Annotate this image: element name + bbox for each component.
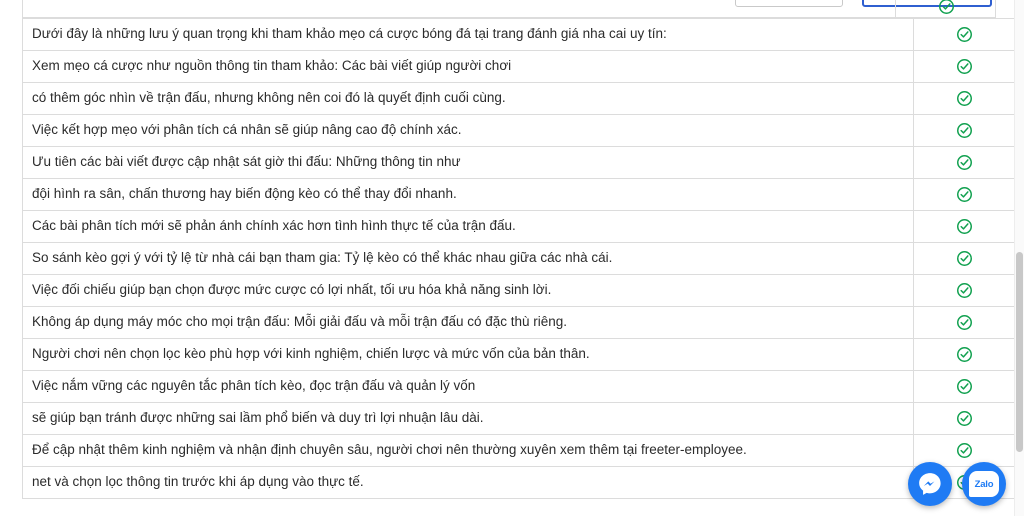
row-text: Để cập nhật thêm kinh nghiệm và nhận định chuyên sâu, người chơi nên thường xuyên xem thêm tại freeter-employee. (23, 435, 914, 467)
zalo-icon: Zalo (969, 471, 999, 497)
row-text: sẽ giúp bạn tránh được những sai lầm phổ biến và duy trì lợi nhuận lâu dài. (23, 403, 914, 435)
row-status-cell (914, 371, 1016, 403)
row-status-cell (914, 339, 1016, 371)
table-row (23, 275, 1016, 307)
row-text: Dưới đây là những lưu ý quan trọng khi tham khảo mẹo cá cược bóng đá tại trang đánh giá nha cai uy tín: (23, 19, 914, 51)
check-circle-icon (957, 347, 972, 362)
table-row (23, 115, 1016, 147)
table-row (23, 435, 1016, 467)
notes-table (22, 18, 1016, 499)
messenger-chat-button[interactable] (908, 462, 952, 506)
check-circle-icon (957, 187, 972, 202)
row-status-cell (914, 275, 1016, 307)
table-row (23, 179, 1016, 211)
check-circle-icon (957, 379, 972, 394)
row-text: Việc nắm vững các nguyên tắc phân tích kèo, đọc trận đấu và quản lý vốn (23, 371, 914, 403)
messenger-icon (917, 471, 943, 497)
clipped-check-cell (895, 0, 996, 18)
check-circle-icon (957, 155, 972, 170)
table-row (23, 19, 1016, 51)
vertical-scrollbar-thumb[interactable] (1016, 252, 1023, 452)
check-circle-icon (957, 315, 972, 330)
clipped-row-text (30, 0, 530, 8)
row-status-cell (914, 243, 1016, 275)
check-circle-icon (939, 0, 954, 14)
table-row (23, 51, 1016, 83)
vertical-scrollbar-track[interactable] (1014, 0, 1024, 516)
row-status-cell (914, 147, 1016, 179)
clipped-top-row (0, 0, 1024, 18)
check-circle-icon (957, 283, 972, 298)
row-text: có thêm góc nhìn về trận đấu, nhưng không nên coi đó là quyết định cuối cùng. (23, 83, 914, 115)
row-text: Việc kết hợp mẹo với phân tích cá nhân sẽ giúp nâng cao độ chính xác. (23, 115, 914, 147)
check-circle-icon (957, 443, 972, 458)
check-circle-icon (957, 27, 972, 42)
row-status-cell (914, 403, 1016, 435)
row-status-cell (914, 51, 1016, 83)
table-row (23, 243, 1016, 275)
row-status-cell (914, 179, 1016, 211)
row-text: Người chơi nên chọn lọc kèo phù hợp với kinh nghiệm, chiến lược và mức vốn của bản thân. (23, 339, 914, 371)
check-circle-icon (957, 59, 972, 74)
notes-table-body (23, 19, 1016, 499)
row-text: Các bài phân tích mới sẽ phản ánh chính xác hơn tình hình thực tế của trận đấu. (23, 211, 914, 243)
row-text: Việc đối chiếu giúp bạn chọn được mức cược có lợi nhất, tối ưu hóa khả năng sinh lời. (23, 275, 914, 307)
row-text: net và chọn lọc thông tin trước khi áp dụng vào thực tế. (23, 467, 914, 499)
row-text: Không áp dụng máy móc cho mọi trận đấu: Mỗi giải đấu và mỗi trận đấu có đặc thù riêng. (23, 307, 914, 339)
check-circle-icon (957, 91, 972, 106)
check-circle-icon (957, 219, 972, 234)
row-status-cell (914, 211, 1016, 243)
table-row (23, 307, 1016, 339)
row-status-cell (914, 307, 1016, 339)
row-text: Xem mẹo cá cược như nguồn thông tin tham khảo: Các bài viết giúp người chơi (23, 51, 914, 83)
table-row (23, 403, 1016, 435)
clipped-text-input[interactable] (735, 0, 843, 7)
zalo-chat-button[interactable] (962, 462, 1006, 506)
table-row (23, 467, 1016, 499)
check-circle-icon (957, 411, 972, 426)
table-row (23, 211, 1016, 243)
check-circle-icon (957, 123, 972, 138)
row-text: So sánh kèo gợi ý với tỷ lệ từ nhà cái bạn tham gia: Tỷ lệ kèo có thể khác nhau giữa các nhà cái. (23, 243, 914, 275)
row-status-cell (914, 115, 1016, 147)
table-row (23, 339, 1016, 371)
row-text: đội hình ra sân, chấn thương hay biến động kèo có thể thay đổi nhanh. (23, 179, 914, 211)
table-row (23, 371, 1016, 403)
table-row (23, 147, 1016, 179)
row-status-cell (914, 83, 1016, 115)
row-text: Ưu tiên các bài viết được cập nhật sát giờ thi đấu: Những thông tin như (23, 147, 914, 179)
notes-table-wrapper (22, 18, 996, 499)
table-row (23, 83, 1016, 115)
row-status-cell (914, 19, 1016, 51)
check-circle-icon (957, 251, 972, 266)
